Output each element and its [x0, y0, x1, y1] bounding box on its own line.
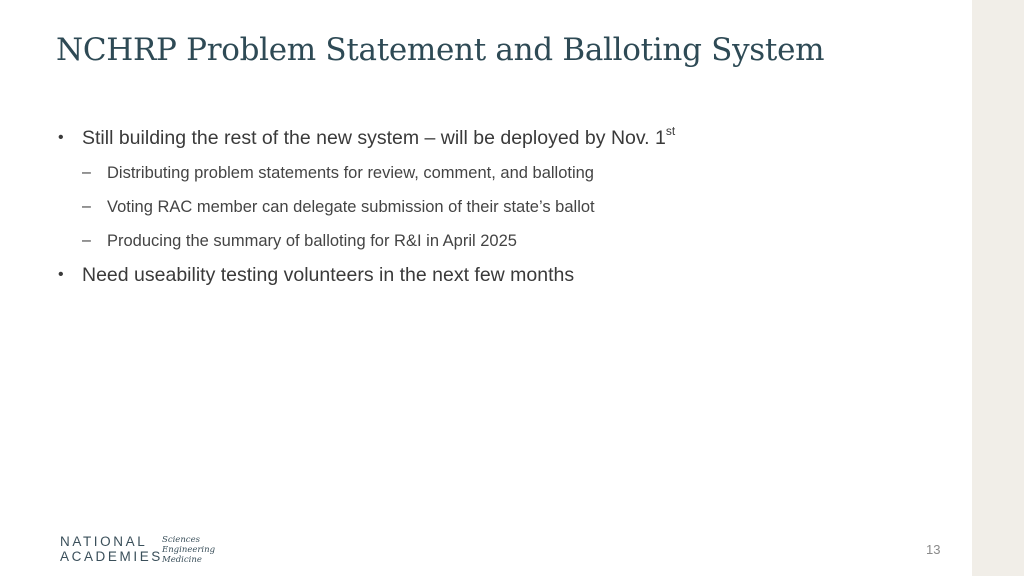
sub-bullet-marker: – — [82, 232, 91, 249]
bullet-marker: • — [58, 129, 64, 146]
page-number: 13 — [926, 542, 941, 557]
logo-line-national: NATIONAL — [60, 534, 148, 549]
bullet-superscript: st — [665, 124, 676, 138]
logo-engineering: Engineering — [162, 545, 216, 555]
bullet-text: Still building the rest of the new system – will be deployed by Nov. 1 — [82, 127, 666, 149]
sub-bullet-item: Voting RAC member can delegate submission of their state’s ballot — [107, 198, 595, 216]
logo-medicine: Medicine — [162, 555, 202, 565]
sub-bullet-item: Producing the summary of balloting for R&I in April 2025 — [107, 232, 517, 250]
logo-sciences: Sciences — [162, 535, 200, 545]
side-panel — [972, 0, 1024, 576]
sub-bullet-marker: – — [82, 164, 91, 181]
sub-bullet-marker: – — [82, 198, 91, 215]
logo-line-academies: ACADEMIES — [60, 549, 163, 564]
sub-bullet-item: Distributing problem statements for review, comment, and balloting — [107, 164, 594, 182]
slide-title: NCHRP Problem Statement and Balloting System — [56, 32, 825, 68]
bullet-item — [82, 124, 676, 150]
bullet-marker: • — [58, 266, 64, 283]
bullet-item: Need useability testing volunteers in the next few months — [82, 264, 575, 286]
